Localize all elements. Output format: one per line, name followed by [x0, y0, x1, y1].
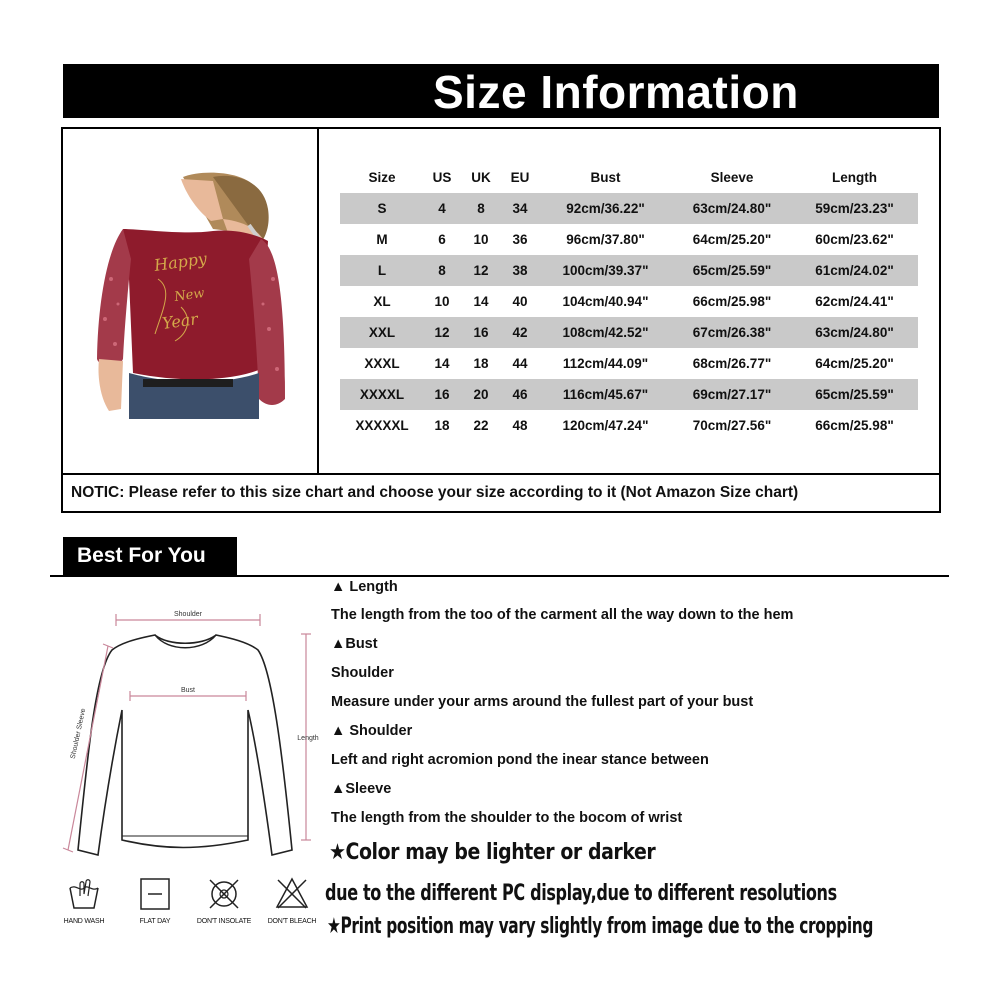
table-cell: 38: [502, 255, 538, 286]
print-line-happy: Happy: [152, 248, 209, 275]
column-header: Size: [368, 169, 396, 185]
table-cell: 34: [502, 193, 538, 224]
do-not-bleach-icon: [274, 876, 310, 912]
table-cell: 46: [502, 379, 538, 410]
table-cell: 14: [473, 294, 489, 309]
table-cell: 68cm/26.77": [692, 356, 772, 371]
table-cell: 44: [512, 356, 528, 371]
table-cell: 61cm/24.02": [791, 255, 918, 286]
table-cell: 112cm/44.09": [562, 356, 649, 371]
table-cell: 66cm/25.98": [692, 294, 772, 309]
display-note: due to the different PC display,due to different resolutions: [325, 881, 837, 906]
table-row: [340, 379, 918, 410]
table-cell: 40: [512, 294, 528, 309]
best-for-you-tab: Best For You: [63, 537, 237, 575]
table-cell: 108cm/42.52": [538, 317, 673, 348]
care-label: FLAT DAY: [139, 918, 171, 925]
table-cell: XXXXXL: [355, 418, 409, 433]
table-cell: 22: [473, 418, 489, 433]
sweater-outline: [78, 635, 292, 855]
size-notice: NOTIC: Please refer to this size chart and choose your size according to it (Not Amazon Size chart): [63, 473, 939, 511]
do-not-insolate-icon: [206, 876, 242, 912]
table-cell: 59cm/23.23": [791, 193, 918, 224]
table-cell: S: [340, 193, 424, 224]
shoulder-heading: ▲ Shoulder: [331, 723, 413, 739]
table-row: [340, 255, 918, 286]
length-description: The length from the too of the carment all the way down to the hem: [331, 607, 794, 623]
table-cell: 64cm/25.20": [692, 232, 772, 247]
table-cell: 65cm/25.59": [673, 255, 791, 286]
table-cell: XXL: [340, 317, 424, 348]
table-cell: 65cm/25.59": [791, 379, 918, 410]
table-cell: 16: [460, 317, 502, 348]
table-cell: 6: [438, 232, 446, 247]
shoulder-label: Shoulder: [173, 611, 203, 618]
product-image-cell: [63, 129, 319, 473]
table-cell: 18: [473, 356, 489, 371]
column-header: EU: [510, 169, 530, 185]
table-row: [340, 410, 918, 441]
care-item-hand-wash: [54, 876, 114, 925]
product-photo: [63, 129, 319, 473]
length-heading: ▲ Length: [331, 579, 398, 595]
table-cell: 16: [424, 379, 460, 410]
sleeve-description: The length from the shoulder to the bocom of wrist: [331, 810, 683, 826]
column-header: US: [432, 169, 452, 185]
page-title: Size Information: [433, 66, 799, 118]
care-item-do-not-insolate: [194, 876, 254, 925]
sleeve-heading: ▲Sleeve: [331, 781, 392, 797]
table-cell: 63cm/24.80": [791, 317, 918, 348]
sleeve-label: Shoulder Sleeve: [69, 707, 88, 760]
care-label: DON'T BLEACH: [267, 918, 317, 925]
flat-dry-icon: [137, 876, 173, 912]
table-cell: 10: [473, 232, 489, 247]
table-cell: 20: [460, 379, 502, 410]
bust-heading: ▲Bust: [331, 636, 378, 652]
table-cell: 8: [424, 255, 460, 286]
column-header: Bust: [590, 169, 621, 185]
bust-label: Bust: [180, 687, 196, 694]
table-cell: 66cm/25.98": [815, 418, 894, 433]
table-cell: 42: [502, 317, 538, 348]
table-cell: 18: [434, 418, 450, 433]
table-cell: M: [376, 232, 388, 247]
print-line-year: Year: [160, 309, 200, 333]
table-cell: XXXL: [364, 356, 400, 371]
table-cell: 69cm/27.17": [673, 379, 791, 410]
size-chart-table: [340, 161, 918, 441]
table-cell: XL: [373, 294, 391, 309]
column-header: Sleeve: [710, 169, 754, 185]
section-divider: [50, 575, 949, 577]
table-row: [340, 348, 918, 379]
table-cell: 10: [434, 294, 450, 309]
bust-subheading: Shoulder: [331, 665, 394, 681]
column-header: Length: [832, 169, 877, 185]
table-cell: 48: [512, 418, 528, 433]
table-cell: 64cm/25.20": [815, 356, 894, 371]
table-cell: 12: [424, 317, 460, 348]
print-position-note: ★Print position may vary slightly from image due to the cropping: [327, 914, 874, 939]
care-item-flat-dry: [125, 876, 185, 925]
care-item-do-not-bleach: [262, 876, 322, 925]
bust-description: Measure under your arms around the fullest part of your bust: [331, 694, 754, 710]
table-cell: 92cm/36.22": [538, 193, 673, 224]
print-line-new: New: [173, 285, 206, 305]
table-cell: 120cm/47.24": [562, 418, 649, 433]
table-cell: 96cm/37.80": [566, 232, 645, 247]
table-row: [340, 224, 918, 255]
shoulder-description: Left and right acromion pond the inear stance between: [331, 752, 709, 768]
table-row: [340, 193, 918, 224]
measurement-diagram: [50, 600, 320, 870]
table-cell: 14: [434, 356, 450, 371]
table-cell: 63cm/24.80": [673, 193, 791, 224]
hand-wash-icon: [66, 876, 102, 912]
table-cell: XXXXL: [340, 379, 424, 410]
care-label: HAND WASH: [63, 918, 105, 925]
care-label: DON'T INSOLATE: [196, 918, 252, 925]
table-cell: 100cm/39.37": [538, 255, 673, 286]
table-row: [340, 317, 918, 348]
table-row: [340, 286, 918, 317]
length-label: Length: [297, 735, 319, 742]
table-cell: 12: [460, 255, 502, 286]
table-cell: 116cm/45.67": [538, 379, 673, 410]
table-cell: 36: [512, 232, 528, 247]
column-header: UK: [471, 169, 491, 185]
size-information-banner: [63, 64, 939, 118]
table-cell: 4: [424, 193, 460, 224]
table-cell: 67cm/26.38": [673, 317, 791, 348]
table-cell: 70cm/27.56": [692, 418, 772, 433]
table-cell: 8: [460, 193, 502, 224]
table-cell: 104cm/40.94": [562, 294, 649, 309]
table-cell: 62cm/24.41": [815, 294, 894, 309]
table-cell: 60cm/23.62": [815, 232, 894, 247]
color-note: ★Color may be lighter or darker: [329, 840, 656, 865]
table-cell: L: [340, 255, 424, 286]
size-chart-header: [340, 161, 918, 193]
